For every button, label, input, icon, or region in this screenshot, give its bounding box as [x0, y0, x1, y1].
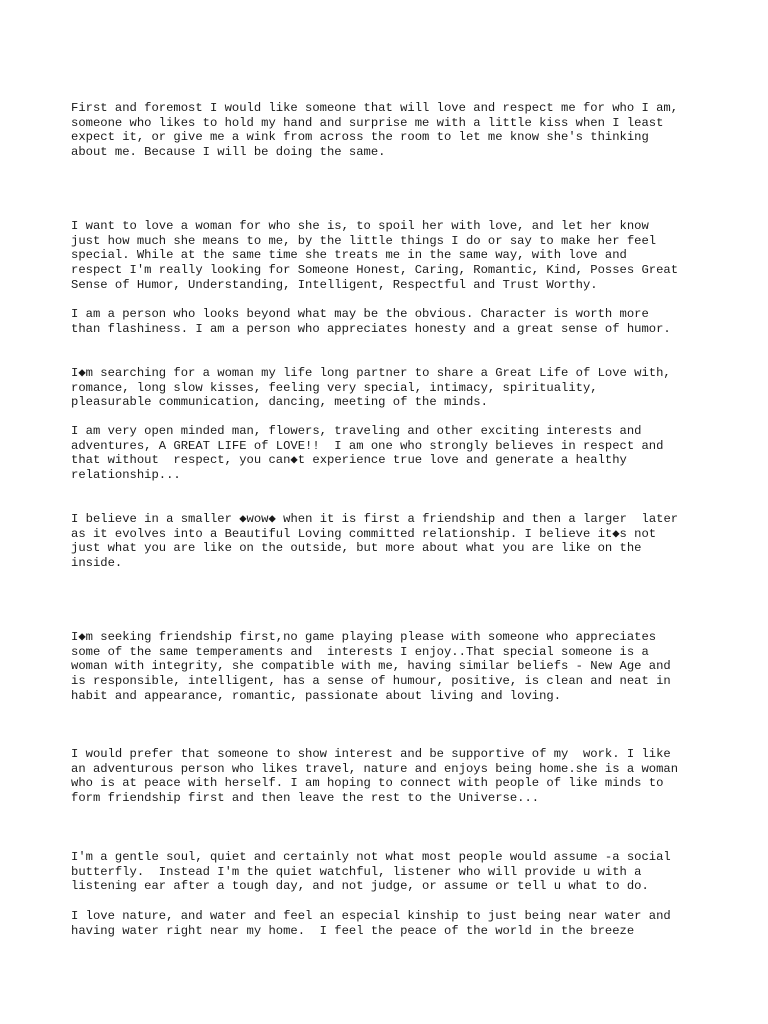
paragraph-character: I am a person who looks beyond what may be the obvious. Character is worth more than flashiness. I am a person who appreciates honesty and a great sense of humor. — [71, 307, 671, 336]
paragraph-ideal-partner: First and foremost I would like someone that will love and respect me for who I am, someone who likes to hold my hand and surprise me with a little kiss when I least expect it, or give me a wink from across the room to let me know she's thinking about me. Because I will be doing the same. — [71, 101, 679, 160]
paragraph-supportive: I would prefer that someone to show interest and be supportive of my work. I like an adventurous person who likes travel, nature and enjoys being home.she is a woman who is at peace with herself. I am hoping to connect with people of like minds to form friendship first and then leave the rest to the Universe... — [71, 747, 679, 806]
paragraph-friendship-first: I◆m seeking friendship first,no game playing please with someone who appreciates some of the same temperaments and interests I enjoy..That special someone is a woman with integrity, she compatible with me, having similar beliefs - New Age and is responsible, intelligent, has a sense of humour, positive, is clean and neat in habit and appearance, romantic, passionate about living and loving. — [71, 630, 671, 703]
paragraph-searching: I◆m searching for a woman my life long partner to share a Great Life of Love with, romance, long slow kisses, feeling very special, intimacy, spirituality, pleasurable communication, dancing, meeting of the minds. — [71, 366, 671, 410]
paragraph-open-minded: I am very open minded man, flowers, traveling and other exciting interests and adventures, A GREAT LIFE of LOVE!! I am one who strongly believes in respect and that without respect, you can◆t experience true love and generate a healthy relationship... — [71, 424, 664, 483]
paragraph-nature-water: I love nature, and water and feel an especial kinship to just being near water and having water right near my home. I feel the peace of the world in the breeze — [71, 909, 671, 938]
paragraph-love-a-woman: I want to love a woman for who she is, to spoil her with love, and let her know just how much she means to me, by the little things I do or say to make her feel special. While at the same time she treats me in the same way, with love and respect I'm really looking for Someone Honest, Caring, Romantic, Kind, Posses Great Sense of Humor, Understanding, Intelligent, Respectful and Trust Worthy. — [71, 219, 679, 292]
paragraph-smaller-wow: I believe in a smaller ◆wow◆ when it is first a friendship and then a larger later as it evolves into a Beautiful Loving committed relationship. I believe it◆s not just what you are like on the outside, but more about what you are like on the inside. — [71, 512, 679, 571]
paragraph-gentle-soul: I'm a gentle soul, quiet and certainly not what most people would assume -a social butterfly. Instead I'm the quiet watchful, listener who will provide u with a listening ear after a tough day, and not judge, or assume or tell u what to do. — [71, 850, 671, 894]
